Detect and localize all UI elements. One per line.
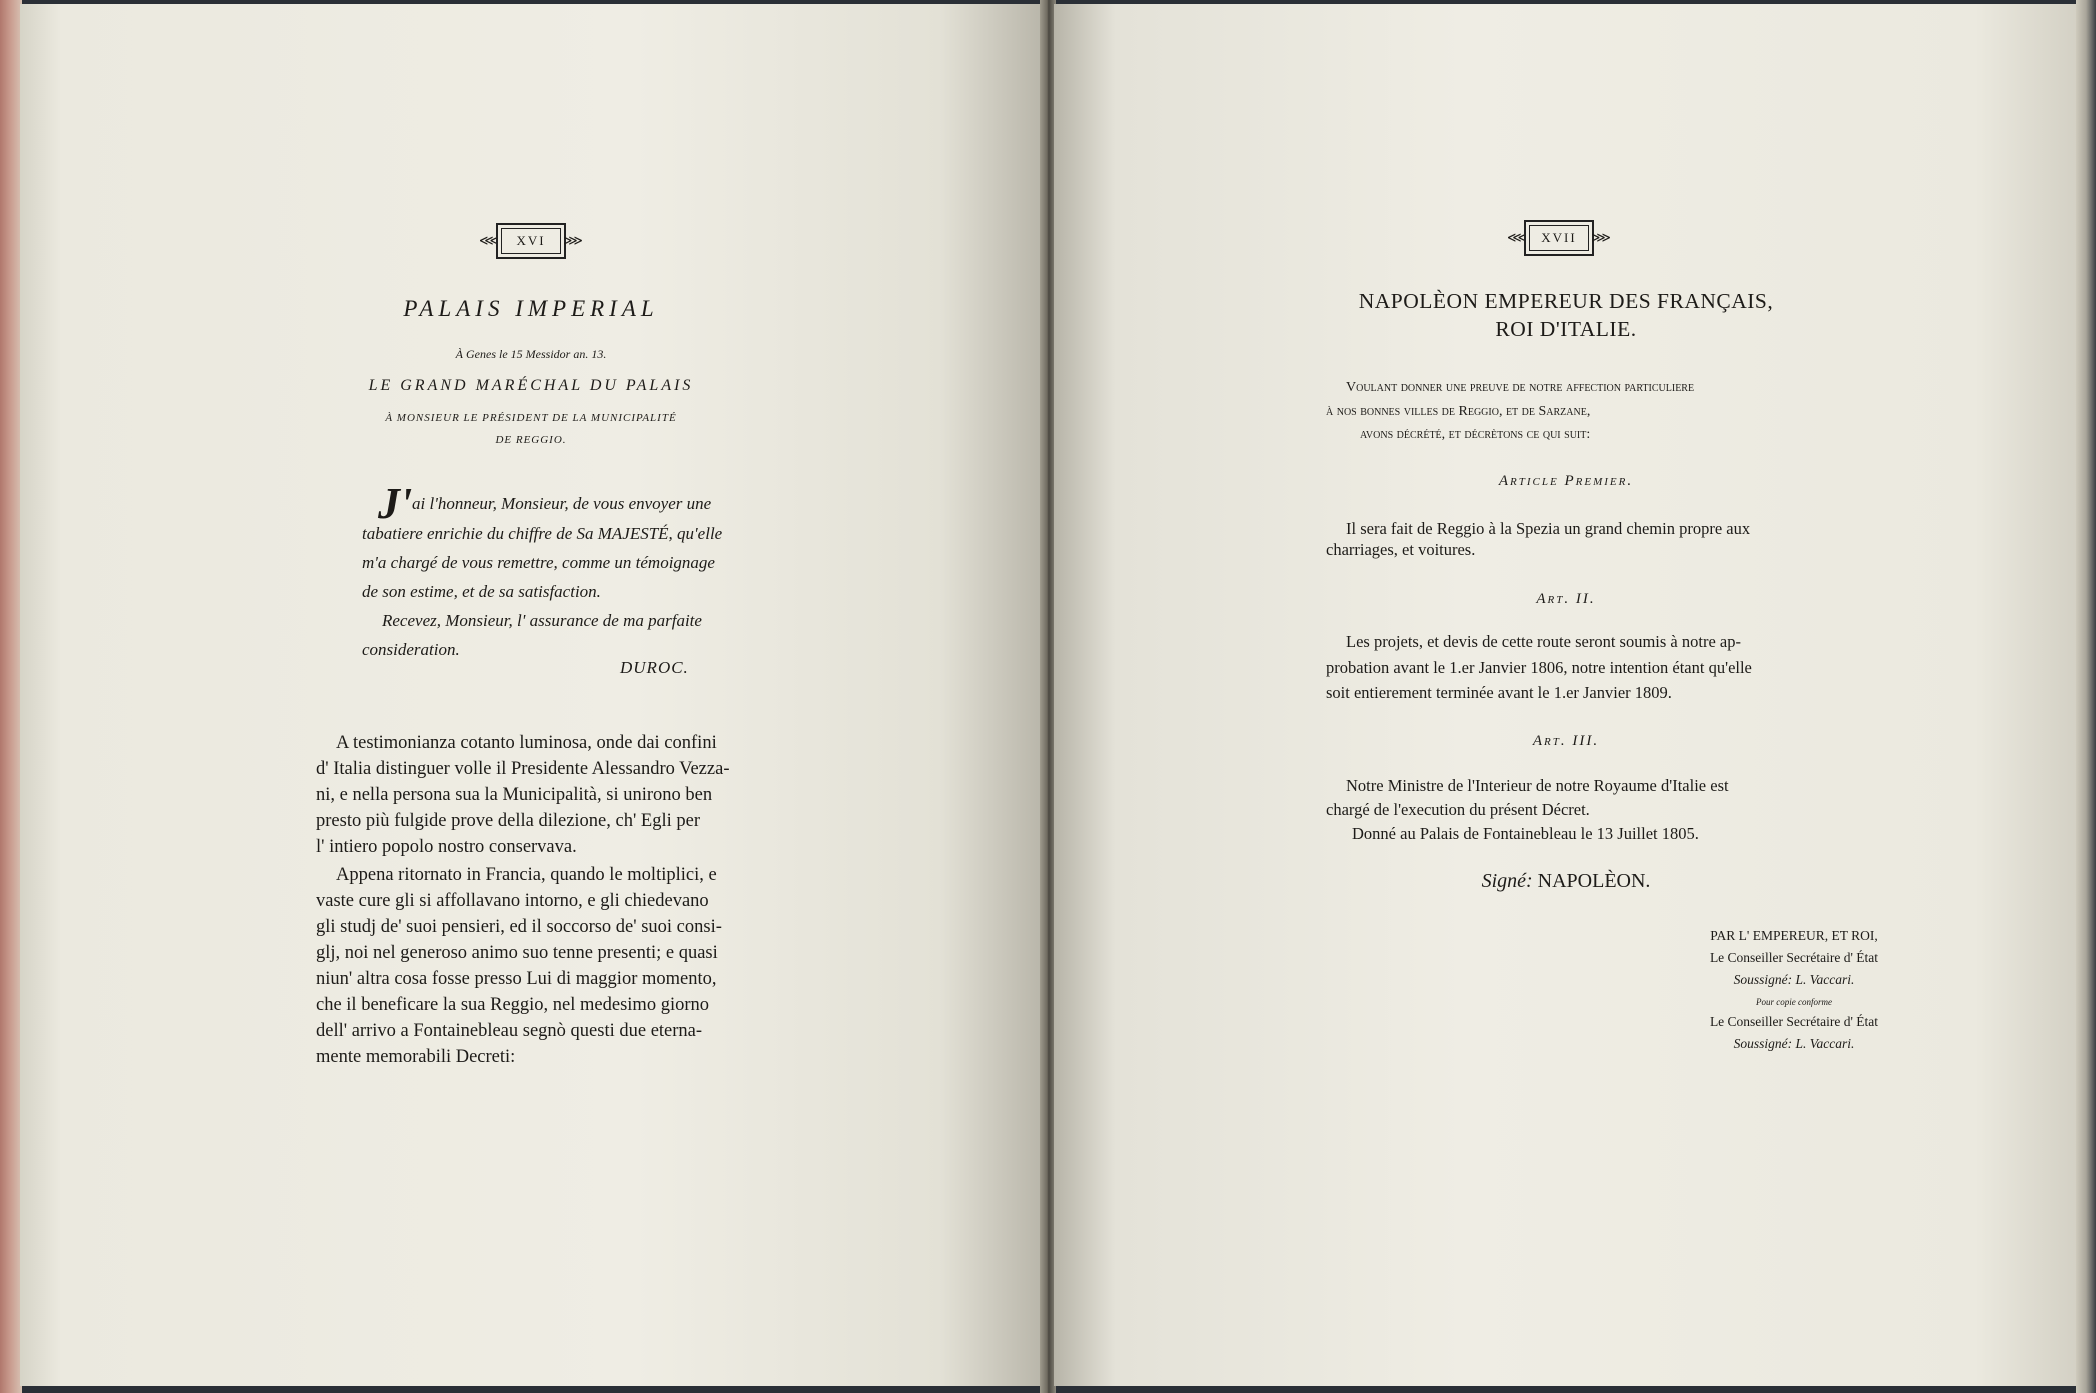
book-edge-left — [0, 0, 22, 1393]
article-text: soit entierement terminée avant le 1.er Janvier 1809. — [1326, 683, 1672, 702]
article-text: Il sera fait de Reggio à la Spezia un grand chemin propre aux — [1346, 519, 1751, 538]
article-text: chargé de l'execution du présent Décret. — [1326, 800, 1590, 819]
signed-label: Signé: — [1481, 870, 1533, 892]
letter-line: consideration. — [362, 640, 460, 659]
letter-line: de son estime, et de sa satisfaction. — [362, 582, 601, 601]
letter-line: Recevez, Monsieur, l' assurance de ma parfaite — [382, 611, 702, 630]
text-line: dell' arrivo a Fontainebleau segnò questi due eterna- — [316, 1021, 703, 1041]
letter-addressee: DE REGGIO. — [495, 434, 567, 446]
page-number-frame — [481, 220, 581, 262]
letter-addressee: À MONSIEUR LE PRÉSIDENT DE LA MUNICIPALITÉ — [385, 412, 677, 424]
article-text: Notre Ministre de l'Interieur de notre Royaume d'Italie est — [1346, 776, 1729, 795]
text-line: vaste cure gli si affollavano intorno, e gli chiedevano — [316, 891, 709, 911]
footer-line: Le Conseiller Secrétaire d' État — [1709, 1014, 1879, 1029]
book-edge-right — [2076, 0, 2096, 1393]
footer-line: PAR L' EMPEREUR, ET ROI, — [1710, 928, 1878, 943]
page-number: XVII — [1524, 220, 1594, 256]
letter-signature: DUROC. — [620, 658, 689, 677]
text-line: l' intiero popolo nostro conservava. — [316, 837, 577, 857]
text-line: glj, noi nel generoso animo suo tenne presenti; e quasi — [316, 943, 718, 963]
text-line: mente memorabili Decreti: — [316, 1047, 516, 1067]
letter-date: À Genes le 15 Messidor an. 13. — [455, 347, 607, 361]
decree-title: ROI D'ITALIE. — [1495, 317, 1637, 341]
article-heading: Article Premier. — [1498, 473, 1634, 489]
article-heading: Art. II. — [1536, 591, 1596, 607]
letter-line: ai l'honneur, Monsieur, de vous envoyer une — [412, 494, 712, 513]
text-line: d' Italia distinguer volle il Presidente Alessandro Vezza- — [316, 759, 730, 779]
preamble-line: avons décrété, et décrètons ce qui suit: — [1360, 427, 1591, 442]
page-title: PALAIS IMPERIAL — [403, 296, 659, 321]
article-text: probation avant le 1.er Janvier 1806, notre intention étant qu'elle — [1326, 658, 1752, 677]
ornament-icon: ⋘ — [1507, 230, 1527, 246]
left-page — [20, 4, 1042, 1386]
text-line: ni, e nella persona sua la Municipalità, si unirono ben — [316, 785, 713, 805]
footer-line: Le Conseiller Secrétaire d' État — [1709, 950, 1879, 965]
article-text: charriages, et voitures. — [1326, 540, 1476, 559]
letter-line: m'a chargé de vous remettre, comme un témoignage — [362, 553, 715, 572]
page-number-frame — [1509, 217, 1609, 259]
page-number: XVI — [496, 223, 566, 259]
ornament-icon: ⋙ — [1591, 230, 1611, 246]
ornament-icon: ⋘ — [479, 233, 499, 249]
article-text: Donné au Palais de Fontainebleau le 13 Juillet 1805. — [1352, 824, 1699, 843]
preamble-line: Voulant donner une preuve de notre affection particuliere — [1346, 380, 1695, 395]
decree-title: NAPOLÈON EMPEREUR DES FRANÇAIS, — [1358, 289, 1774, 313]
footer-line: Soussigné: L. Vaccari. — [1733, 1036, 1855, 1051]
text-line: che il beneficare la sua Reggio, nel medesimo giorno — [316, 995, 709, 1015]
text-line: presto più fulgide prove della dilezione, ch' Egli per — [316, 811, 701, 831]
footer-line: Soussigné: L. Vaccari. — [1733, 972, 1855, 987]
drop-initial: J' — [378, 479, 413, 528]
letter-heading: LE GRAND MARÉCHAL DU PALAIS — [368, 377, 694, 394]
ornament-icon: ⋙ — [563, 233, 583, 249]
article-heading: Art. III. — [1532, 733, 1600, 749]
text-line: gli studj de' suoi pensieri, ed il soccorso de' suoi consi- — [316, 917, 722, 937]
text-line: A testimonianza cotanto luminosa, onde dai confini — [336, 733, 717, 753]
right-page — [1054, 4, 2078, 1386]
text-line: niun' altra cosa fosse presso Lui di maggior momento, — [316, 969, 717, 989]
letter-line: tabatiere enrichie du chiffre de Sa MAJESTÉ, qu'elle — [362, 524, 723, 543]
footer-line: Pour copie conforme — [1756, 997, 1832, 1007]
article-text: Les projets, et devis de cette route seront soumis à notre ap- — [1346, 632, 1741, 651]
text-line: Appena ritornato in Francia, quando le moltiplici, e — [336, 865, 717, 885]
decree-signature — [1054, 870, 2078, 893]
signed-name: NAPOLÈON. — [1537, 870, 1651, 892]
preamble-line: à nos bonnes villes de Reggio, et de Sarzane, — [1326, 404, 1591, 419]
